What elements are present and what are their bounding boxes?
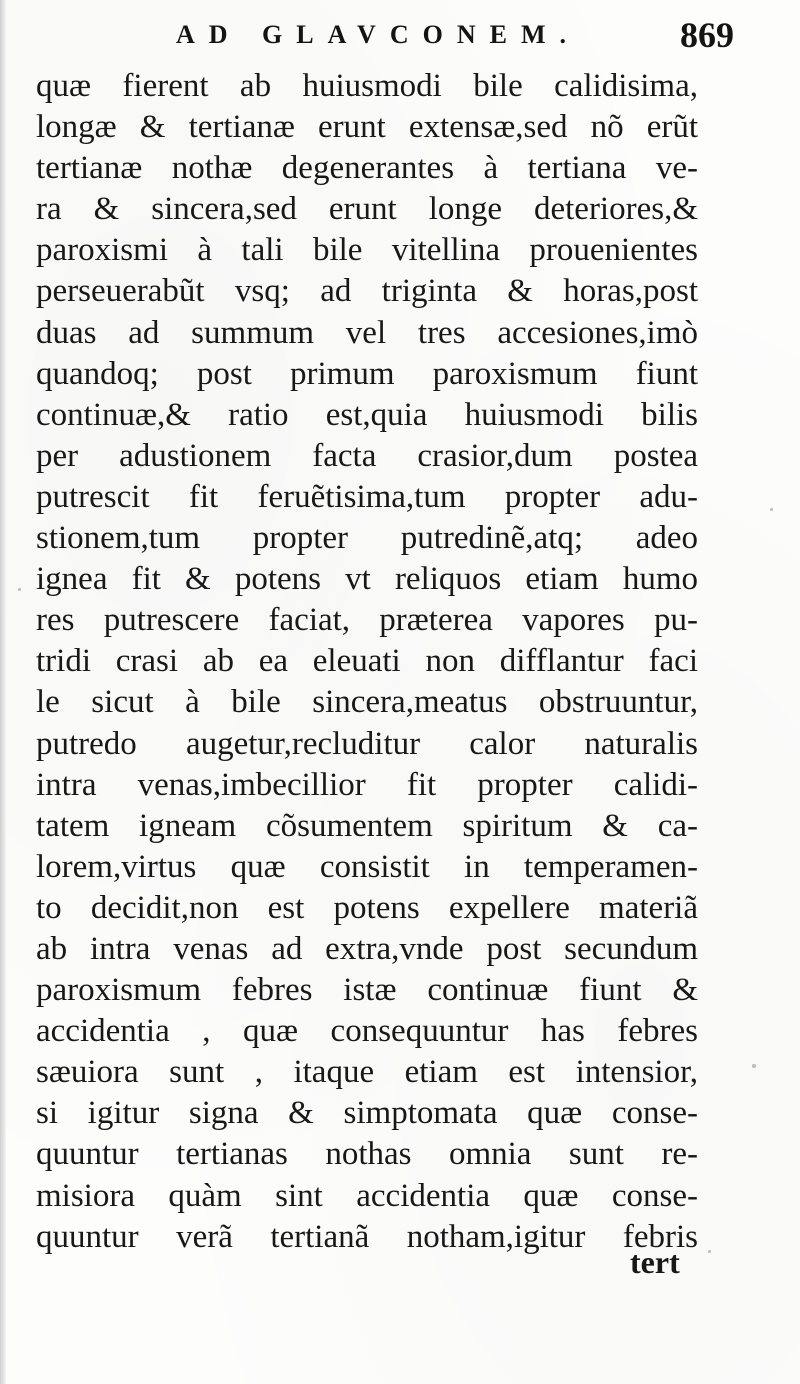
text-line: accidentia , quæ consequuntur has febres [36, 1013, 698, 1050]
page-number: 869 [680, 15, 734, 55]
text-line: intra venas,imbecillior fit propter calidi- [36, 766, 698, 803]
text-line: duas ad summum vel tres accesiones,imò [36, 314, 698, 351]
text-line: putredo augetur,recluditur calor naturalis [36, 725, 698, 762]
text-line: continuæ,& ratio est,quia huiusmodi bilis [36, 396, 698, 433]
text-line: to decidit,non est potens expellere materiã [36, 889, 698, 926]
text-line: quæ fierent ab huiusmodi bile calidisima, [36, 68, 698, 104]
text-line: ra & sincera,sed erunt longe deteriores,& [36, 191, 698, 228]
text-line: si igitur signa & simptomata quæ conse- [36, 1095, 698, 1132]
paper-speck [18, 588, 21, 591]
paper-speck [708, 1250, 711, 1253]
text-line: longæ & tertianæ erunt extensæ,sed nõ erũt [36, 109, 698, 146]
text-line: tridi crasi ab ea eleuati non difflantur faci [36, 643, 698, 680]
text-line: ab intra venas ad extra,vnde post secundum [36, 930, 698, 967]
text-line: paroxismum febres istæ continuæ fiunt & [36, 972, 698, 1009]
catchword: tert [630, 1244, 680, 1280]
text-line: perseuerabũt vsq; ad triginta & horas,post [36, 273, 698, 310]
text-line: misiora quàm sint accidentia quæ conse- [36, 1177, 698, 1214]
text-line: ignea fit & potens vt reliquos etiam humo [36, 561, 698, 598]
text-line: le sicut à bile sincera,meatus obstruuntur, [36, 684, 698, 721]
text-line: res putrescere faciat, præterea vapores pu- [36, 602, 698, 639]
text-line: lorem,virtus quæ consistit in temperamen- [36, 848, 698, 885]
text-line: tertianæ nothæ degenerantes à tertiana ve- [36, 150, 698, 187]
page-header [0, 14, 800, 64]
paper-speck [752, 1064, 756, 1068]
text-line: quuntur verã tertianã notham,igitur febris [36, 1218, 698, 1255]
paper-speck [770, 508, 773, 511]
body-text [36, 66, 698, 1258]
text-line: quuntur tertianas nothas omnia sunt re- [36, 1136, 698, 1173]
text-line: putrescit fit feruẽtisima,tum propter adu- [36, 478, 698, 515]
page-gutter-shadow [0, 0, 6, 1384]
running-head: AD GLAVCONEM. [176, 20, 580, 49]
text-line: stionem,tum propter putredinẽ,atq; adeo [36, 520, 698, 557]
text-line: sæuiora sunt , itaque etiam est intensior, [36, 1054, 698, 1091]
text-line: paroxismi à tali bile vitellina prouenientes [36, 232, 698, 269]
text-line: per adustionem facta crasior,dum postea [36, 437, 698, 474]
text-line: tatem igneam cõsumentem spiritum & ca- [36, 807, 698, 844]
text-line: quandoq; post primum paroxismum fiunt [36, 355, 698, 392]
